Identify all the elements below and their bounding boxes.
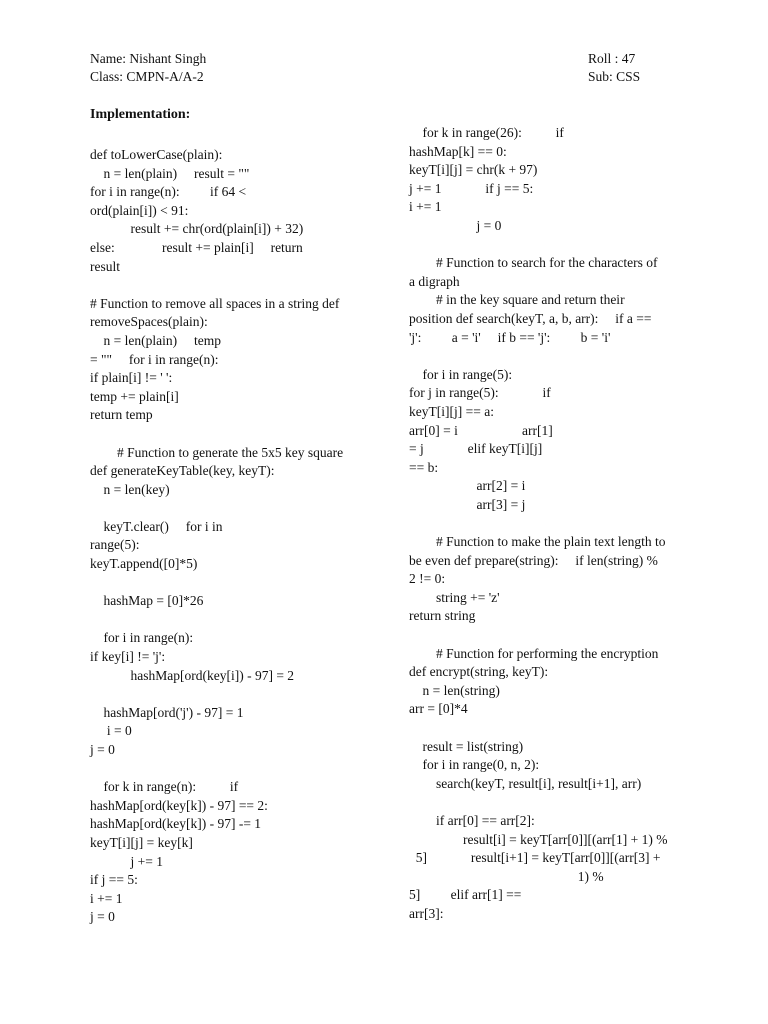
code-line: for i in range(n): if 64 < [90, 184, 247, 200]
code-line: 2 != 0: [409, 571, 446, 587]
code-line: keyT[i][j] = chr(k + 97) [409, 162, 538, 178]
code-line: n = len(key) [90, 481, 170, 497]
code-line: i = 0 [90, 723, 132, 739]
code-line: hashMap[k] == 0: [409, 143, 507, 159]
code-line: arr[3] = j [409, 496, 526, 512]
code-line: 5] result[i+1] = keyT[arr[0]][(arr[3] + [409, 850, 661, 866]
code-line: def encrypt(string, keyT): [409, 664, 549, 680]
roll-number: Roll : 47 [588, 51, 636, 66]
code-line: position def search(keyT, a, b, arr): if a == [409, 310, 652, 326]
code-line: 1) % [409, 868, 604, 884]
code-line: = j elif keyT[i][j] [409, 441, 543, 457]
code-line: keyT.append([0]*5) [90, 556, 198, 572]
code-line: temp += plain[i] [90, 388, 179, 404]
code-line: i += 1 [90, 890, 123, 906]
code-line: hashMap[ord(key[k]) - 97] -= 1 [90, 816, 262, 832]
code-line [90, 685, 380, 704]
code-line [409, 719, 699, 738]
code-line: string += 'z' [409, 589, 500, 605]
code-line: for k in range(n): if [90, 779, 239, 795]
code-line: ord(plain[i]) < 91: [90, 202, 189, 218]
subject: Sub: CSS [588, 69, 641, 84]
code-line: arr[2] = i [409, 478, 526, 494]
code-line: arr[3]: [409, 905, 444, 921]
code-line [409, 793, 699, 812]
code-line: keyT.clear() for i in [90, 518, 223, 534]
code-line: # Function to remove all spaces in a string def [90, 295, 340, 311]
code-line [409, 514, 699, 533]
code-line [90, 425, 380, 444]
header-right [588, 50, 640, 86]
code-line [90, 760, 380, 779]
code-line: def toLowerCase(plain): [90, 147, 223, 162]
code-line [90, 276, 380, 295]
code-line: removeSpaces(plain): [90, 314, 208, 330]
code-line: arr[0] = i arr[1] [409, 422, 553, 438]
code-line: # Function to make the plain text length to [409, 534, 666, 550]
student-name: Name: Nishant Singh [90, 51, 207, 66]
code-column-right [409, 124, 699, 924]
code-column-left [90, 146, 380, 927]
code-line: for k in range(26): if [409, 125, 564, 140]
code-line: for i in range(5): [409, 366, 513, 382]
code-line [409, 236, 699, 255]
code-line [409, 347, 699, 366]
code-line: j += 1 [90, 853, 163, 869]
code-line: j = 0 [90, 909, 115, 925]
code-line [409, 626, 699, 645]
code-line: j += 1 if j == 5: [409, 180, 534, 196]
code-line: == b: [409, 459, 439, 475]
code-line: # Function for performing the encryption [409, 645, 659, 661]
code-line: return temp [90, 407, 153, 423]
code-line: range(5): [90, 537, 140, 553]
code-line [90, 574, 380, 593]
code-line: hashMap = [0]*26 [90, 593, 204, 609]
code-line: keyT[i][j] == a: [409, 403, 494, 419]
code-line: return string [409, 608, 476, 624]
code-line: # Function to search for the characters of [409, 255, 658, 271]
code-line: a digraph [409, 273, 460, 289]
code-line: result[i] = keyT[arr[0]][(arr[1] + 1) % [409, 831, 668, 847]
code-line: if arr[0] == arr[2]: [409, 812, 535, 828]
code-line: if plain[i] != ' ': [90, 370, 173, 386]
code-line: keyT[i][j] = key[k] [90, 834, 193, 850]
code-line: for i in range(n): [90, 630, 194, 646]
code-line: result += chr(ord(plain[i]) + 32) [90, 221, 304, 237]
code-line: j = 0 [90, 742, 115, 757]
code-line: def generateKeyTable(key, keyT): [90, 463, 275, 479]
code-line: arr = [0]*4 [409, 701, 468, 717]
student-class: Class: CMPN-A/A-2 [90, 69, 204, 84]
code-line: = "" for i in range(n): [90, 351, 219, 367]
code-line: for j in range(5): if [409, 385, 551, 401]
code-line: 'j': a = 'i' if b == 'j': b = 'i' [409, 329, 611, 345]
code-line: be even def prepare(string): if len(string) % [409, 552, 658, 568]
code-line: hashMap[ord(key[i]) - 97] = 2 [90, 667, 295, 683]
code-line: if key[i] != 'j': [90, 649, 166, 665]
code-line: j = 0 [409, 217, 502, 233]
code-line: n = len(plain) result = "" [90, 165, 250, 181]
code-line: else: result += plain[i] return [90, 239, 303, 255]
code-line: hashMap[ord(key[k]) - 97] == 2: [90, 797, 268, 813]
code-line [90, 499, 380, 518]
code-line: hashMap[ord('j') - 97] = 1 [90, 704, 244, 720]
section-heading: Implementation: [90, 107, 191, 122]
code-line: # in the key square and return their [409, 292, 625, 308]
code-line: result [90, 258, 120, 274]
code-line: i += 1 [409, 199, 442, 215]
code-line: if j == 5: [90, 872, 138, 888]
code-line: for i in range(0, n, 2): [409, 757, 540, 773]
code-line: 5] elif arr[1] == [409, 887, 522, 903]
code-line: n = len(string) [409, 682, 500, 698]
code-line: # Function to generate the 5x5 key square [90, 444, 344, 460]
code-line: search(keyT, result[i], result[i+1], arr) [409, 775, 642, 791]
header-left [90, 50, 206, 86]
code-line [90, 611, 380, 630]
code-line: result = list(string) [409, 738, 524, 754]
code-line: n = len(plain) temp [90, 332, 221, 348]
